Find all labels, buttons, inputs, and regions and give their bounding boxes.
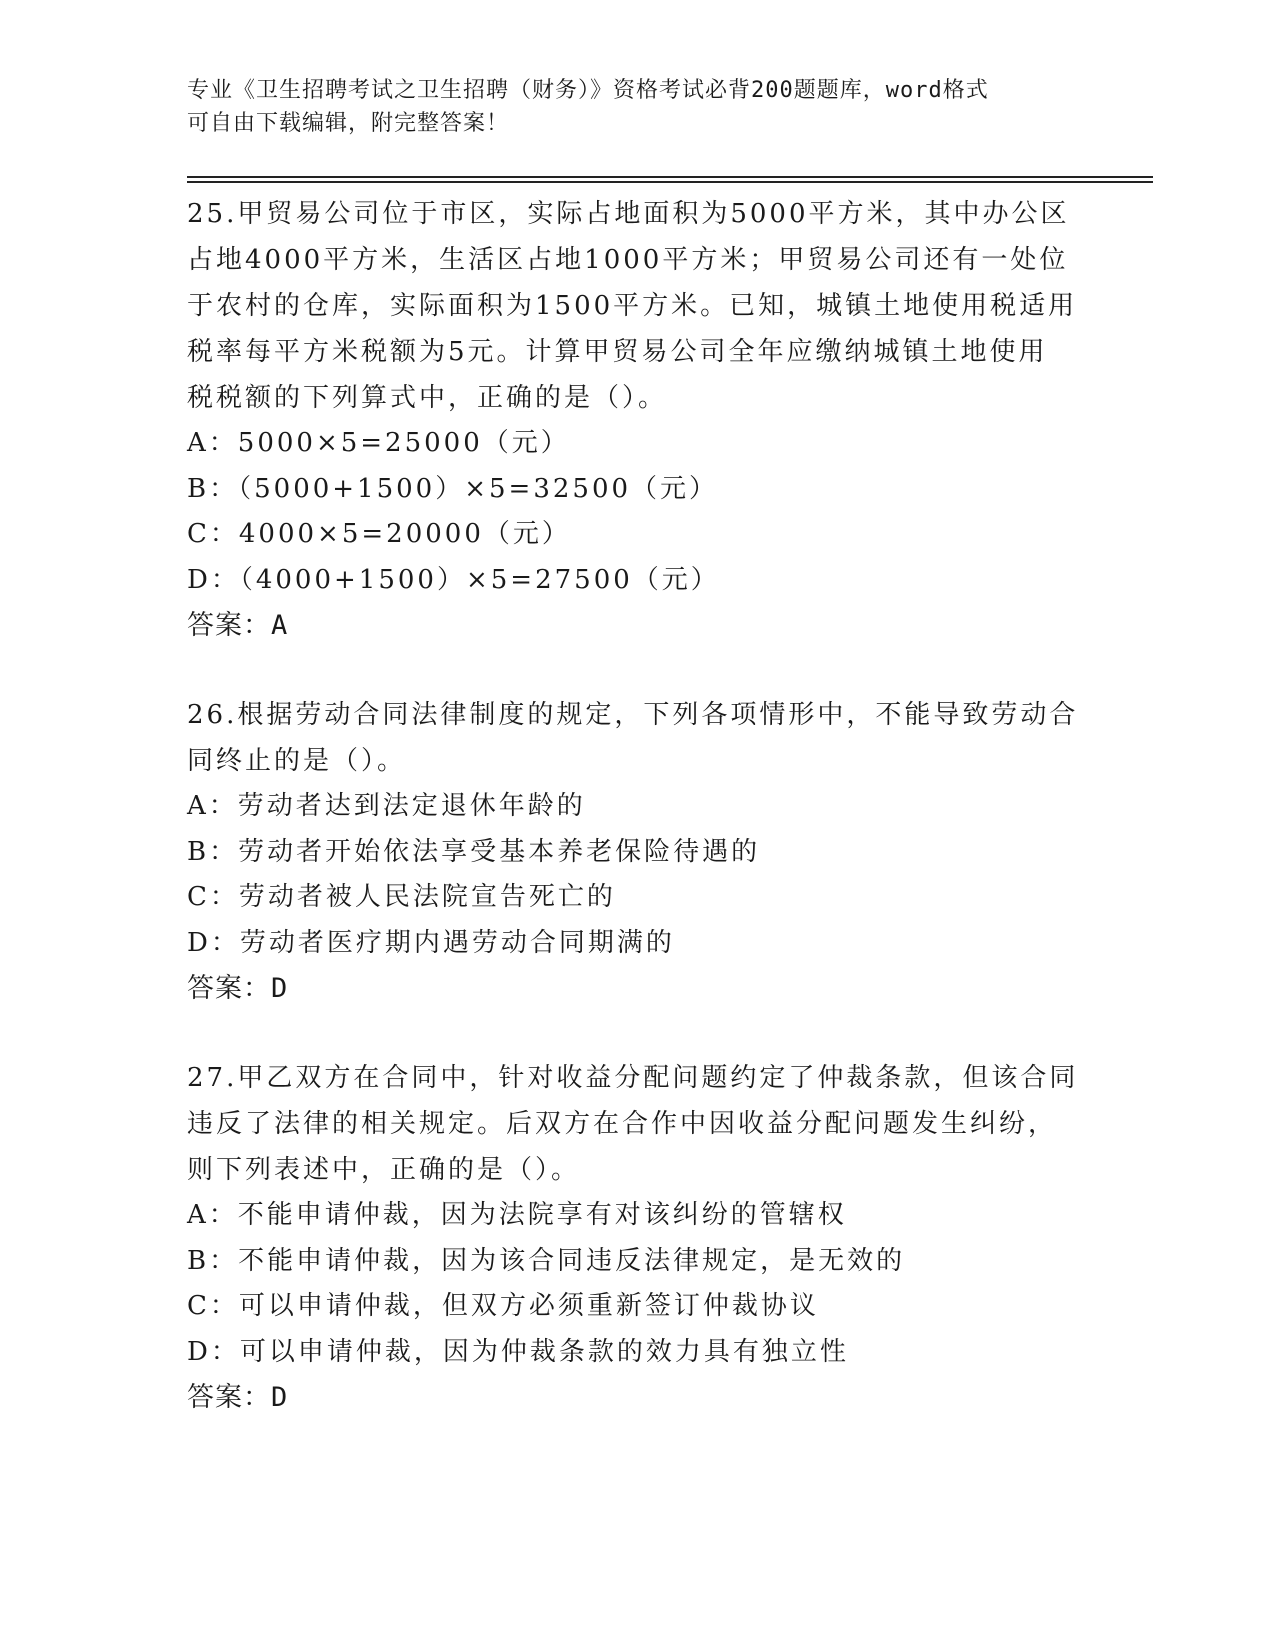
question-25 — [187, 191, 1087, 649]
question-26 — [187, 692, 1087, 1012]
option-a: A：不能申请仲裁，因为法院享有对该纠纷的管辖权 — [187, 1200, 847, 1230]
option-c: C：4000×5=20000（元） — [187, 519, 571, 549]
header-divider-top — [187, 176, 1153, 178]
question-text-line: 同终止的是（）。 — [187, 746, 407, 776]
header-divider-bottom — [187, 181, 1153, 183]
option-b: B：不能申请仲裁，因为该合同违反法律规定，是无效的 — [187, 1245, 906, 1276]
option-c: C：可以申请仲裁，但双方必须重新签订仲裁协议 — [187, 1291, 819, 1321]
answer-label: 答案：A — [187, 610, 289, 641]
answer-label: 答案：D — [187, 973, 289, 1004]
question-text-line: 税税额的下列算式中，正确的是（）。 — [187, 383, 668, 413]
option-d: D：劳动者医疗期内遇劳动合同期满的 — [187, 927, 675, 958]
option-b: B：劳动者开始依法享受基本养老保险待遇的 — [187, 836, 761, 867]
question-text-line: 26.根据劳动合同法律制度的规定，下列各项情形中，不能导致劳动合 — [187, 700, 1079, 730]
question-text-line: 则下列表述中，正确的是（）。 — [187, 1155, 581, 1185]
question-text-line: 税率每平方米税额为5元。计算甲贸易公司全年应缴纳城镇土地使用 — [187, 337, 1048, 367]
question-text-line: 占地4000平方米，生活区占地1000平方米；甲贸易公司还有一处位 — [187, 245, 1069, 275]
question-text-line: 27.甲乙双方在合同中，针对收益分配问题约定了仲裁条款，但该合同 — [187, 1063, 1079, 1093]
option-a: A：劳动者达到法定退休年龄的 — [187, 791, 586, 821]
option-d: D：可以申请仲裁，因为仲裁条款的效力具有独立性 — [187, 1336, 849, 1367]
question-text-line: 于农村的仓库，实际面积为1500平方米。已知，城镇土地使用税适用 — [187, 291, 1078, 321]
question-text-line: 25.甲贸易公司位于市区，实际占地面积为5000平方米，其中办公区 — [187, 199, 1070, 229]
question-spacer — [187, 649, 1087, 692]
question-spacer — [187, 1012, 1087, 1055]
question-27 — [187, 1055, 1087, 1421]
answer-label: 答案：D — [187, 1382, 289, 1413]
option-a: A：5000×5=25000（元） — [187, 428, 570, 458]
document-header — [187, 74, 1067, 140]
question-list — [187, 191, 1087, 1421]
question-text-line: 违反了法律的相关规定。后双方在合作中因收益分配问题发生纠纷， — [187, 1109, 1058, 1139]
header-line-1: 专业《卫生招聘考试之卫生招聘（财务）》资格考试必背200题题库，word格式 — [187, 78, 989, 103]
option-c: C：劳动者被人民法院宣告死亡的 — [187, 882, 616, 912]
header-line-2: 可自由下载编辑，附完整答案！ — [187, 111, 510, 136]
option-d: D：（4000+1500）×5=27500（元） — [187, 564, 720, 595]
option-b: B：（5000+1500）×5=32500（元） — [187, 473, 719, 504]
